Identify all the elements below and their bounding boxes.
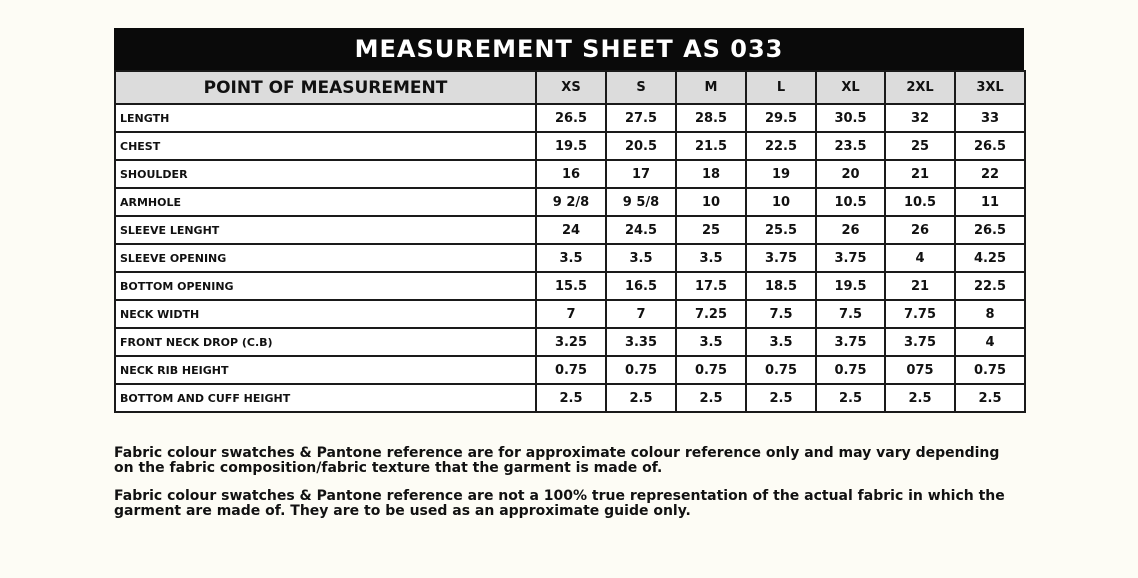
table-cell: 25 bbox=[885, 132, 955, 160]
table-row bbox=[115, 300, 1025, 328]
table-cell: 7.5 bbox=[746, 300, 816, 328]
column-header-2xl: 2XL bbox=[885, 71, 955, 104]
table-cell: 15.5 bbox=[536, 272, 606, 300]
column-header-xl: XL bbox=[816, 71, 885, 104]
table-cell: 3.5 bbox=[536, 244, 606, 272]
table-cell: 2.5 bbox=[746, 384, 816, 412]
table-row bbox=[115, 160, 1025, 188]
table-cell: 17.5 bbox=[676, 272, 746, 300]
table-row bbox=[115, 272, 1025, 300]
table-cell: 2.5 bbox=[536, 384, 606, 412]
table-row bbox=[115, 188, 1025, 216]
table-cell: 26.5 bbox=[955, 132, 1025, 160]
table-body bbox=[115, 104, 1025, 412]
table-cell: 0.75 bbox=[676, 356, 746, 384]
column-header-point-of-measurement: POINT OF MEASUREMENT bbox=[115, 71, 536, 104]
table-cell: 25 bbox=[676, 216, 746, 244]
table-row bbox=[115, 356, 1025, 384]
table-cell: 11 bbox=[955, 188, 1025, 216]
table-cell: 18.5 bbox=[746, 272, 816, 300]
table-cell: 3.25 bbox=[536, 328, 606, 356]
row-label: FRONT NECK DROP (C.B) bbox=[115, 328, 536, 356]
table-cell: 17 bbox=[606, 160, 676, 188]
table-row bbox=[115, 132, 1025, 160]
table-cell: 2.5 bbox=[816, 384, 885, 412]
table-cell: 33 bbox=[955, 104, 1025, 132]
row-label: BOTTOM OPENING bbox=[115, 272, 536, 300]
table-cell: 22 bbox=[955, 160, 1025, 188]
table-cell: 7.25 bbox=[676, 300, 746, 328]
table-row bbox=[115, 384, 1025, 412]
measurement-sheet bbox=[114, 28, 1024, 413]
table-cell: 21.5 bbox=[676, 132, 746, 160]
sheet-title: MEASUREMENT SHEET AS 033 bbox=[114, 28, 1024, 70]
table-cell: 26.5 bbox=[536, 104, 606, 132]
table-cell: 26 bbox=[885, 216, 955, 244]
table-row bbox=[115, 104, 1025, 132]
column-header-s: S bbox=[606, 71, 676, 104]
table-cell: 32 bbox=[885, 104, 955, 132]
table-cell: 16 bbox=[536, 160, 606, 188]
table-cell: 3.75 bbox=[816, 328, 885, 356]
table-cell: 27.5 bbox=[606, 104, 676, 132]
table-cell: 22.5 bbox=[955, 272, 1025, 300]
table-cell: 3.5 bbox=[606, 244, 676, 272]
table-cell: 26.5 bbox=[955, 216, 1025, 244]
table-cell: 10 bbox=[746, 188, 816, 216]
column-header-m: M bbox=[676, 71, 746, 104]
table-row bbox=[115, 328, 1025, 356]
table-cell: 8 bbox=[955, 300, 1025, 328]
table-cell: 25.5 bbox=[746, 216, 816, 244]
table-cell: 10.5 bbox=[885, 188, 955, 216]
table-cell: 0.75 bbox=[746, 356, 816, 384]
column-header-3xl: 3XL bbox=[955, 71, 1025, 104]
table-header-row bbox=[115, 71, 1025, 104]
row-label: SLEEVE OPENING bbox=[115, 244, 536, 272]
row-label: SLEEVE LENGHT bbox=[115, 216, 536, 244]
table-cell: 26 bbox=[816, 216, 885, 244]
table-cell: 28.5 bbox=[676, 104, 746, 132]
row-label: BOTTOM AND CUFF HEIGHT bbox=[115, 384, 536, 412]
table-cell: 3.75 bbox=[816, 244, 885, 272]
table-cell: 0.75 bbox=[955, 356, 1025, 384]
table-cell: 4.25 bbox=[955, 244, 1025, 272]
table-cell: 075 bbox=[885, 356, 955, 384]
table-cell: 7.5 bbox=[816, 300, 885, 328]
table-cell: 10.5 bbox=[816, 188, 885, 216]
table-cell: 22.5 bbox=[746, 132, 816, 160]
table-cell: 3.75 bbox=[885, 328, 955, 356]
table-cell: 2.5 bbox=[606, 384, 676, 412]
table-cell: 4 bbox=[885, 244, 955, 272]
table-cell: 2.5 bbox=[676, 384, 746, 412]
table-cell: 21 bbox=[885, 272, 955, 300]
table-cell: 3.5 bbox=[676, 328, 746, 356]
table-cell: 3.5 bbox=[676, 244, 746, 272]
table-cell: 20.5 bbox=[606, 132, 676, 160]
table-cell: 29.5 bbox=[746, 104, 816, 132]
table-cell: 21 bbox=[885, 160, 955, 188]
table-cell: 24.5 bbox=[606, 216, 676, 244]
table-cell: 18 bbox=[676, 160, 746, 188]
table-row bbox=[115, 244, 1025, 272]
table-cell: 0.75 bbox=[536, 356, 606, 384]
measurement-table bbox=[114, 70, 1026, 413]
notes bbox=[114, 446, 1014, 532]
table-cell: 23.5 bbox=[816, 132, 885, 160]
table-cell: 3.75 bbox=[746, 244, 816, 272]
table-cell: 9 2/8 bbox=[536, 188, 606, 216]
table-cell: 7 bbox=[536, 300, 606, 328]
table-cell: 0.75 bbox=[606, 356, 676, 384]
table-cell: 10 bbox=[676, 188, 746, 216]
row-label: SHOULDER bbox=[115, 160, 536, 188]
note-true-representation: Fabric colour swatches & Pantone reference are not a 100% true representation of the actual fabric in which the garment are made of. They are to be used as an approximate guide only. bbox=[114, 488, 1005, 519]
table-cell: 20 bbox=[816, 160, 885, 188]
row-label: NECK WIDTH bbox=[115, 300, 536, 328]
table-row bbox=[115, 216, 1025, 244]
table-cell: 0.75 bbox=[816, 356, 885, 384]
table-cell: 30.5 bbox=[816, 104, 885, 132]
table-cell: 16.5 bbox=[606, 272, 676, 300]
column-header-l: L bbox=[746, 71, 816, 104]
row-label: LENGTH bbox=[115, 104, 536, 132]
table-cell: 2.5 bbox=[885, 384, 955, 412]
note-approximate-colour: Fabric colour swatches & Pantone reference are for approximate colour reference only and may vary depending on the fabric composition/fabric texture that the garment is made of. bbox=[114, 445, 1000, 476]
row-label: ARMHOLE bbox=[115, 188, 536, 216]
table-cell: 2.5 bbox=[955, 384, 1025, 412]
row-label: NECK RIB HEIGHT bbox=[115, 356, 536, 384]
table-cell: 24 bbox=[536, 216, 606, 244]
table-cell: 19 bbox=[746, 160, 816, 188]
table-cell: 7.75 bbox=[885, 300, 955, 328]
table-cell: 3.35 bbox=[606, 328, 676, 356]
table-cell: 19.5 bbox=[536, 132, 606, 160]
table-cell: 7 bbox=[606, 300, 676, 328]
table-cell: 3.5 bbox=[746, 328, 816, 356]
column-header-xs: XS bbox=[536, 71, 606, 104]
table-cell: 19.5 bbox=[816, 272, 885, 300]
table-cell: 9 5/8 bbox=[606, 188, 676, 216]
row-label: CHEST bbox=[115, 132, 536, 160]
table-cell: 4 bbox=[955, 328, 1025, 356]
